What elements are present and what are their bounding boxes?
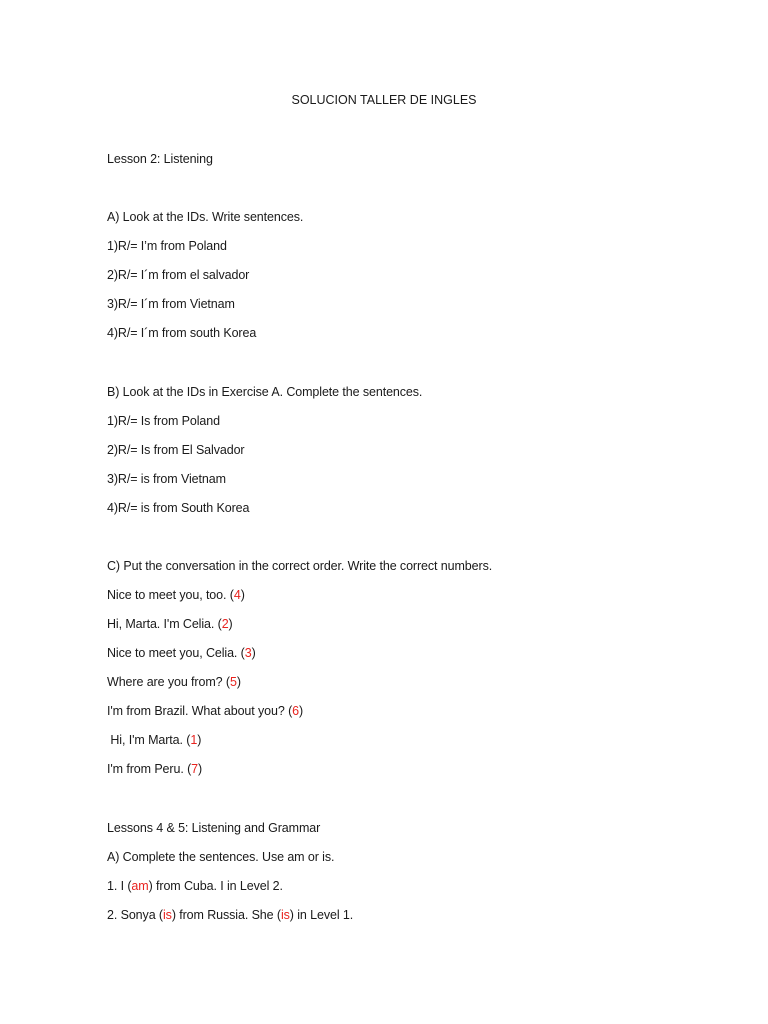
document-title: SOLUCION TALLER DE INGLES bbox=[291, 93, 477, 107]
section-c-instruction: C) Put the conversation in the correct order. Write the correct numbers. bbox=[107, 559, 493, 573]
lesson2-heading: Lesson 2: Listening bbox=[107, 152, 213, 166]
grammar-pre: 2. Sonya ( bbox=[107, 908, 163, 922]
conversation-line bbox=[107, 616, 233, 632]
section-a-answer-4: 4)R/= I´m from south Korea bbox=[107, 326, 257, 340]
conversation-text: Hi, I'm Marta. ( bbox=[107, 733, 191, 747]
close-paren: ) bbox=[228, 617, 233, 631]
close-paren: ) bbox=[197, 733, 202, 747]
close-paren: ) bbox=[299, 704, 304, 718]
conversation-line bbox=[107, 732, 201, 748]
conversation-line bbox=[107, 703, 303, 719]
order-number: 3 bbox=[244, 646, 252, 660]
grammar-post: ) in Level 1. bbox=[289, 908, 354, 922]
conversation-text: Nice to meet you, too. ( bbox=[107, 588, 234, 602]
section-a-answer-1: 1)R/= I’m from Poland bbox=[107, 239, 227, 253]
grammar-item-1 bbox=[107, 878, 283, 894]
conversation-text: Hi, Marta. I'm Celia. ( bbox=[107, 617, 222, 631]
lessons45-heading: Lessons 4 & 5: Listening and Grammar bbox=[107, 821, 321, 835]
close-paren: ) bbox=[240, 588, 245, 602]
conversation-text: I'm from Brazil. What about you? ( bbox=[107, 704, 293, 718]
section-a-answer-3: 3)R/= I´m from Vietnam bbox=[107, 297, 235, 311]
section-b-answer-3: 3)R/= is from Vietnam bbox=[107, 472, 226, 486]
close-paren: ) bbox=[236, 675, 241, 689]
grammar-answer: am bbox=[131, 879, 149, 893]
close-paren: ) bbox=[198, 762, 203, 776]
grammar-pre: 1. I ( bbox=[107, 879, 132, 893]
order-number: 7 bbox=[191, 762, 198, 776]
section-b-instruction: B) Look at the IDs in Exercise A. Complete the sentences. bbox=[107, 385, 423, 399]
order-number: 1 bbox=[190, 733, 198, 747]
conversation-text: Nice to meet you, Celia. ( bbox=[107, 646, 245, 660]
grammar-answer: is bbox=[162, 908, 172, 922]
conversation-line bbox=[107, 587, 245, 603]
conversation-text: Where are you from? ( bbox=[107, 675, 230, 689]
section-a2-instruction: A) Complete the sentences. Use am or is. bbox=[107, 850, 335, 864]
section-a-answer-2: 2)R/= I´m from el salvador bbox=[107, 268, 250, 282]
conversation-line bbox=[107, 674, 241, 690]
order-number: 2 bbox=[221, 617, 229, 631]
section-a-instruction: A) Look at the IDs. Write sentences. bbox=[107, 210, 304, 224]
conversation-line bbox=[107, 645, 256, 661]
order-number: 5 bbox=[229, 675, 237, 689]
close-paren: ) bbox=[251, 646, 256, 660]
conversation-text: I'm from Peru. ( bbox=[107, 762, 192, 776]
grammar-answer: is bbox=[280, 908, 290, 922]
order-number: 4 bbox=[233, 588, 241, 602]
grammar-item-2 bbox=[107, 907, 353, 923]
section-b-answer-2: 2)R/= Is from El Salvador bbox=[107, 443, 245, 457]
section-b-answer-4: 4)R/= is from South Korea bbox=[107, 501, 250, 515]
order-number: 6 bbox=[292, 704, 300, 718]
conversation-line bbox=[107, 761, 202, 777]
grammar-post: ) from Cuba. I in Level 2. bbox=[148, 879, 283, 893]
section-b-answer-1: 1)R/= Is from Poland bbox=[107, 414, 220, 428]
grammar-mid: ) from Russia. She ( bbox=[171, 908, 281, 922]
